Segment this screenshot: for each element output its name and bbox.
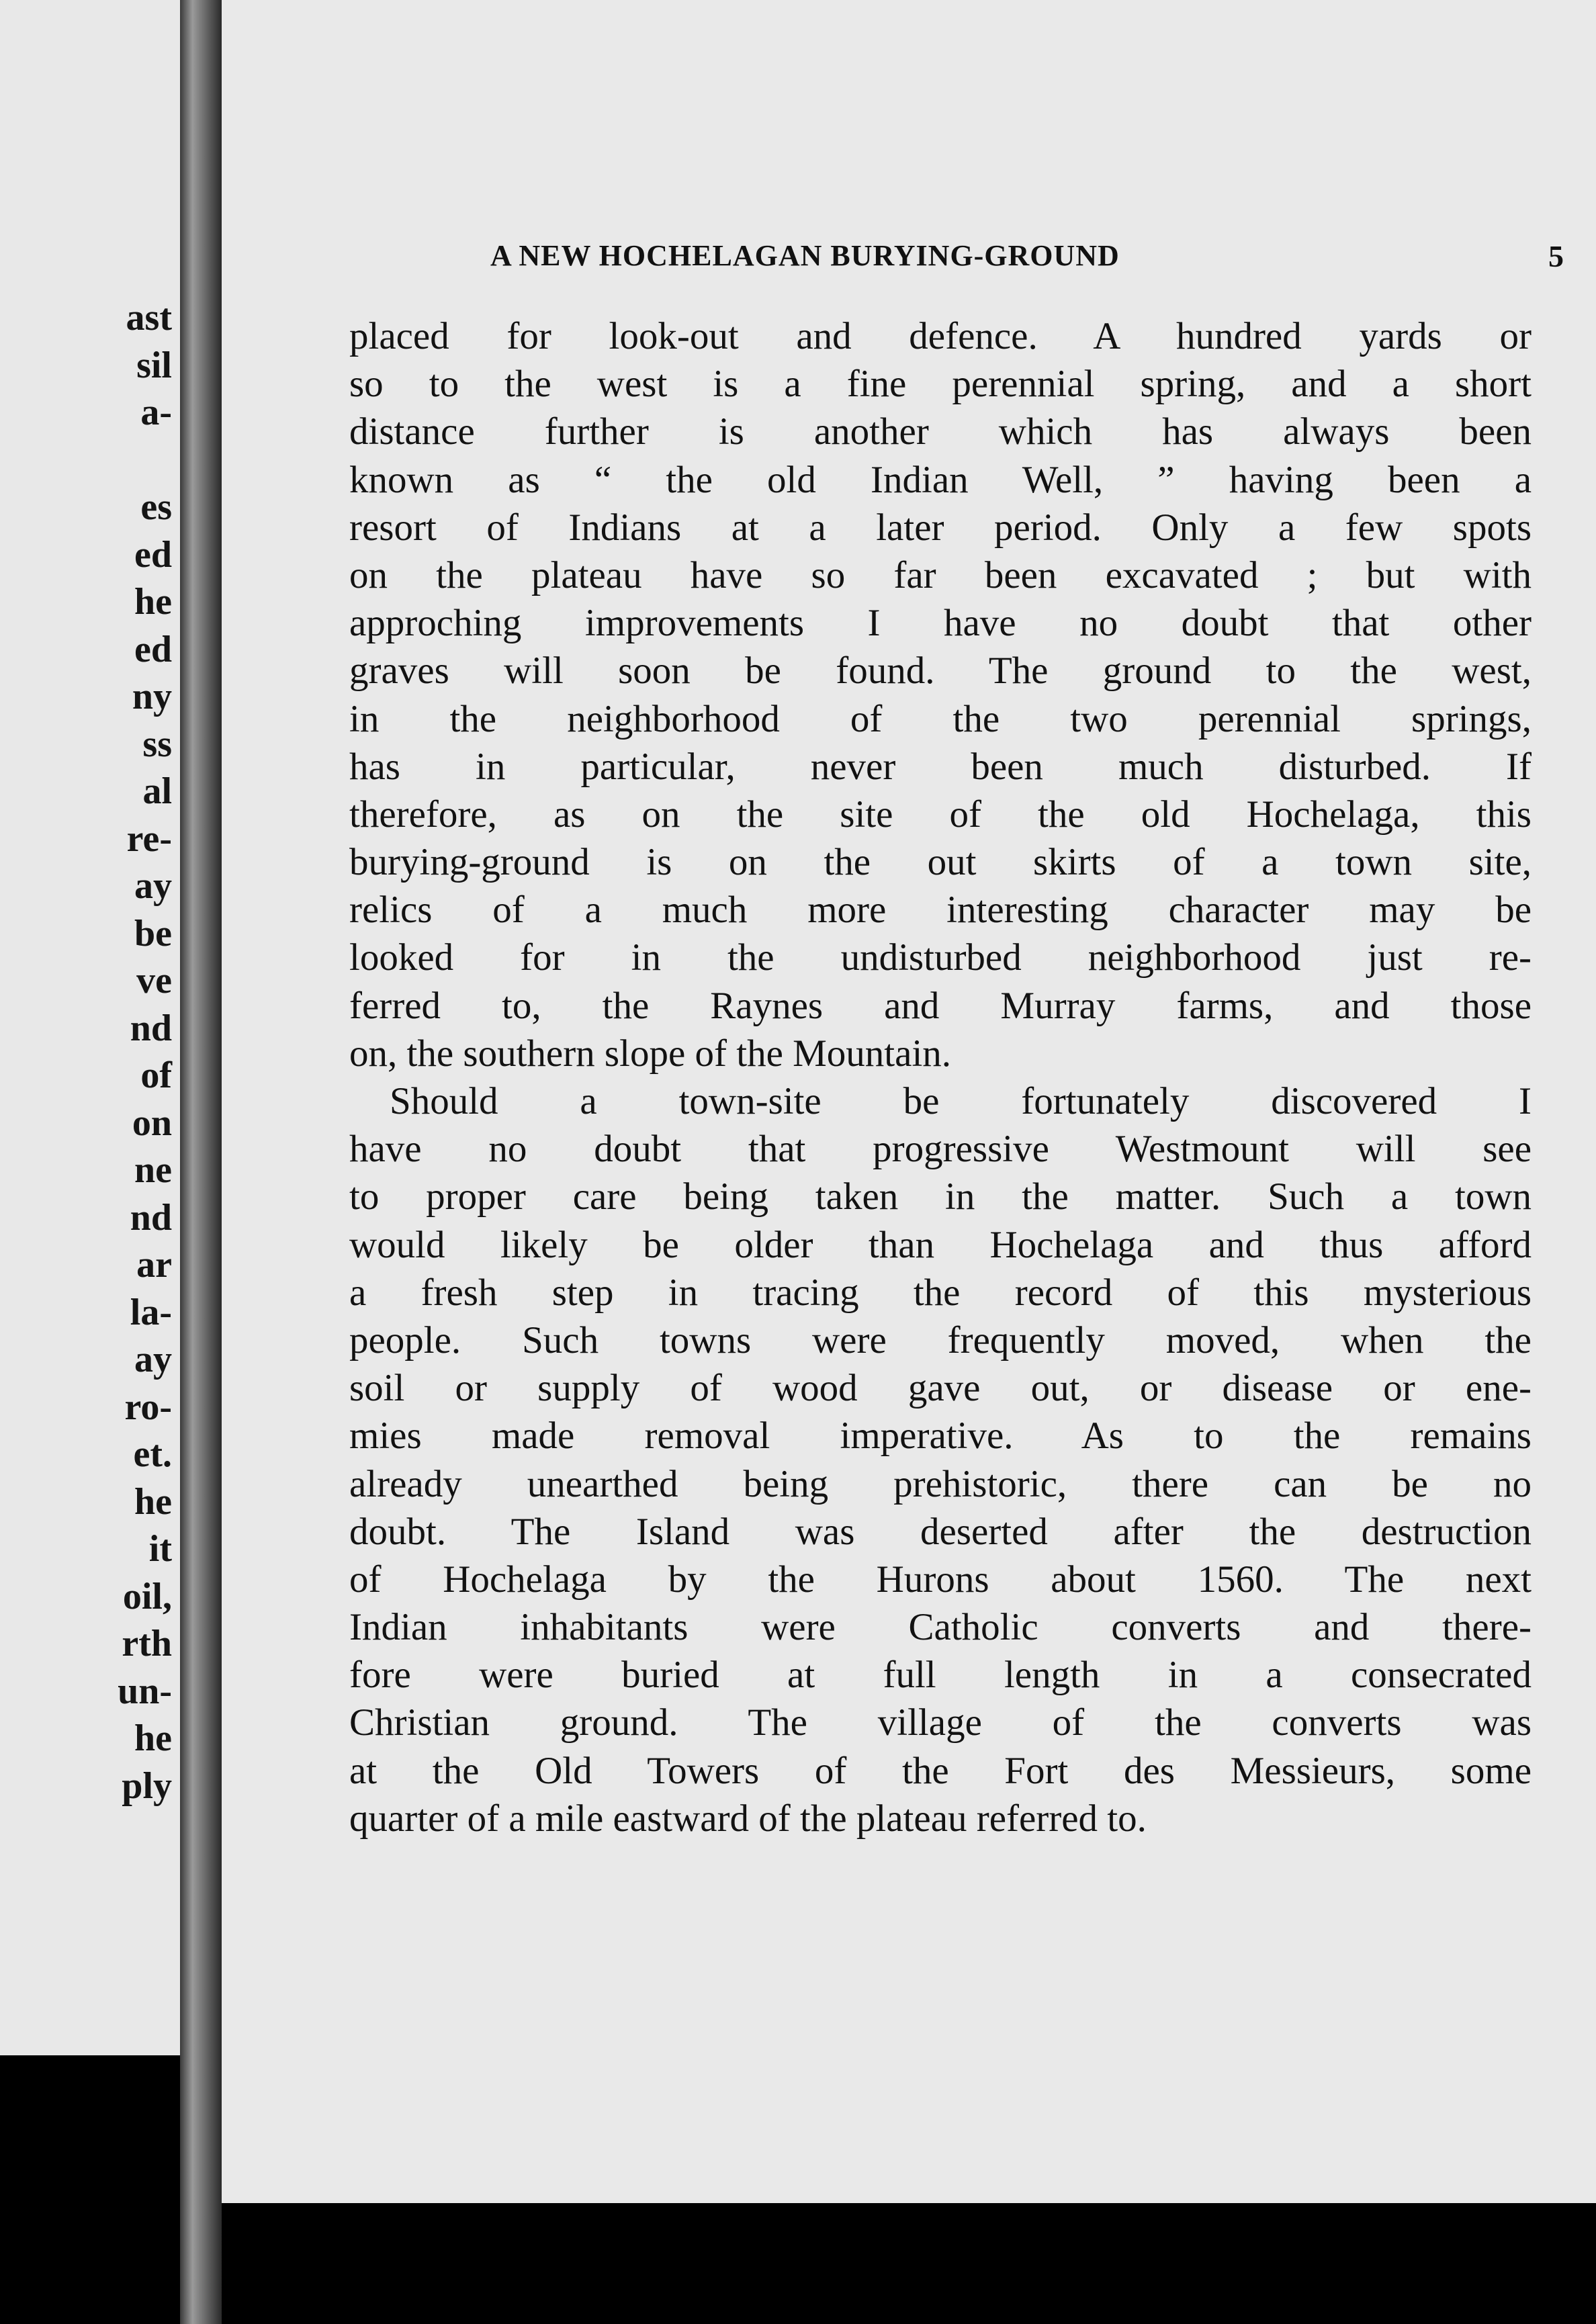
left-facing-page [0,0,180,2055]
left-page-fragment: al [142,770,172,812]
left-page-fragment: ed [134,533,172,576]
text-line: placed for look-out and defence. A hundred yards or [349,315,1532,357]
text-line: already unearthed being prehistoric, there can be no [349,1462,1532,1505]
text-line: Indian inhabitants were Catholic converts and there- [349,1606,1532,1649]
text-line: graves will soon be found. The ground to the west, [349,650,1532,692]
left-page-fragment: ed [134,628,172,670]
left-page-fragment: un- [118,1670,172,1712]
left-page-fragment: ro- [124,1386,172,1428]
left-page-fragment: re- [126,817,172,860]
left-page-fragment: es [140,486,172,528]
text-line: doubt. The Island was deserted after the destruction [349,1510,1532,1553]
left-page-text-fragments [118,294,172,1809]
text-line: ferred to, the Raynes and Murray farms, and those [349,984,1532,1027]
running-title: A NEW HOCHELAGAN BURYING-GROUND [490,239,1120,272]
left-page-fragment: rth [122,1623,172,1664]
text-line: therefore, as on the site of the old Hochelaga, this [349,793,1532,836]
text-line: burying-ground is on the out skirts of a town site, [349,841,1532,884]
book-page [222,0,1596,2203]
left-page-fragment: he [134,1717,172,1759]
left-page-fragment: ast [126,297,172,339]
text-line: quarter of a mile eastward of the plateau referred to. [349,1797,1147,1840]
binding-gutter [180,0,222,2324]
text-line: people. Such towns were frequently moved, when the [349,1319,1532,1361]
paragraph-2 [349,1077,1532,1842]
text-line: distance further is another which has always been [349,410,1532,453]
left-page-fragment: et. [133,1433,172,1475]
text-line: mies made removal imperative. As to the remains [349,1415,1532,1458]
text-line: Should a town-site be fortunately discovered I [390,1080,1532,1122]
text-line: known as “ the old Indian Well, ” having been a [349,458,1532,501]
text-line: at the Old Towers of the Fort des Messieurs, some [349,1749,1532,1792]
text-line: to proper care being taken in the matter. Such a town [349,1175,1532,1218]
left-page-fragment: sil [136,344,172,386]
left-page-fragment: he [134,581,172,623]
left-page-fragment [118,437,172,484]
text-line: in the neighborhood of the two perennial springs, [349,697,1532,740]
left-page-fragment: of [140,1055,172,1096]
left-page-fragment: he [134,1480,172,1523]
left-page-fragment: ply [122,1764,172,1807]
body-text [349,312,1532,1842]
left-page-fragment: be [134,912,172,954]
left-page-fragment: oil, [122,1575,172,1617]
left-page-fragment: ne [134,1149,172,1191]
text-line: have no doubt that progressive Westmount will see [349,1128,1532,1171]
text-line: looked for in the undisturbed neighborhood just re- [349,936,1532,979]
left-page-fragment: ny [132,676,172,717]
left-page-fragment: ay [134,1339,172,1380]
text-line: soil or supply of wood gave out, or disease or ene- [349,1367,1532,1410]
left-page-fragment: nd [130,1196,172,1239]
left-page-fragment: a- [140,392,172,433]
left-page-fragment: on [132,1102,172,1144]
text-line: would likely be older than Hochelaga and thus afford [349,1223,1532,1266]
text-line: relics of a much more interesting character may be [349,889,1532,932]
left-page-fragment: la- [130,1291,172,1333]
text-line: Christian ground. The village of the converts was [349,1701,1532,1744]
running-head [490,238,1564,285]
page-number: 5 [1548,239,1564,273]
left-page-fragment: ve [136,960,172,1001]
text-line: fore were buried at full length in a consecrated [349,1654,1532,1697]
text-line: approching improvements I have no doubt that other [349,602,1532,645]
left-page-fragment: it [148,1528,172,1570]
text-line: so to the west is a fine perennial spring, and a short [349,363,1532,406]
left-page-fragment: ss [142,723,172,765]
text-line: of Hochelaga by the Hurons about 1560. The next [349,1558,1532,1601]
text-line: on the plateau have so far been excavated ; but with [349,553,1532,596]
text-line: on, the southern slope of the Mountain. [349,1032,952,1075]
paragraph-1 [349,312,1532,1077]
left-page-fragment: nd [130,1007,172,1049]
text-line: resort of Indians at a later period. Only a few spots [349,506,1532,549]
left-page-fragment: ay [134,865,172,907]
text-line: has in particular, never been much disturbed. If [349,745,1532,788]
text-line: a fresh step in tracing the record of this mysterious [349,1271,1532,1314]
left-page-fragment: ar [136,1244,172,1286]
